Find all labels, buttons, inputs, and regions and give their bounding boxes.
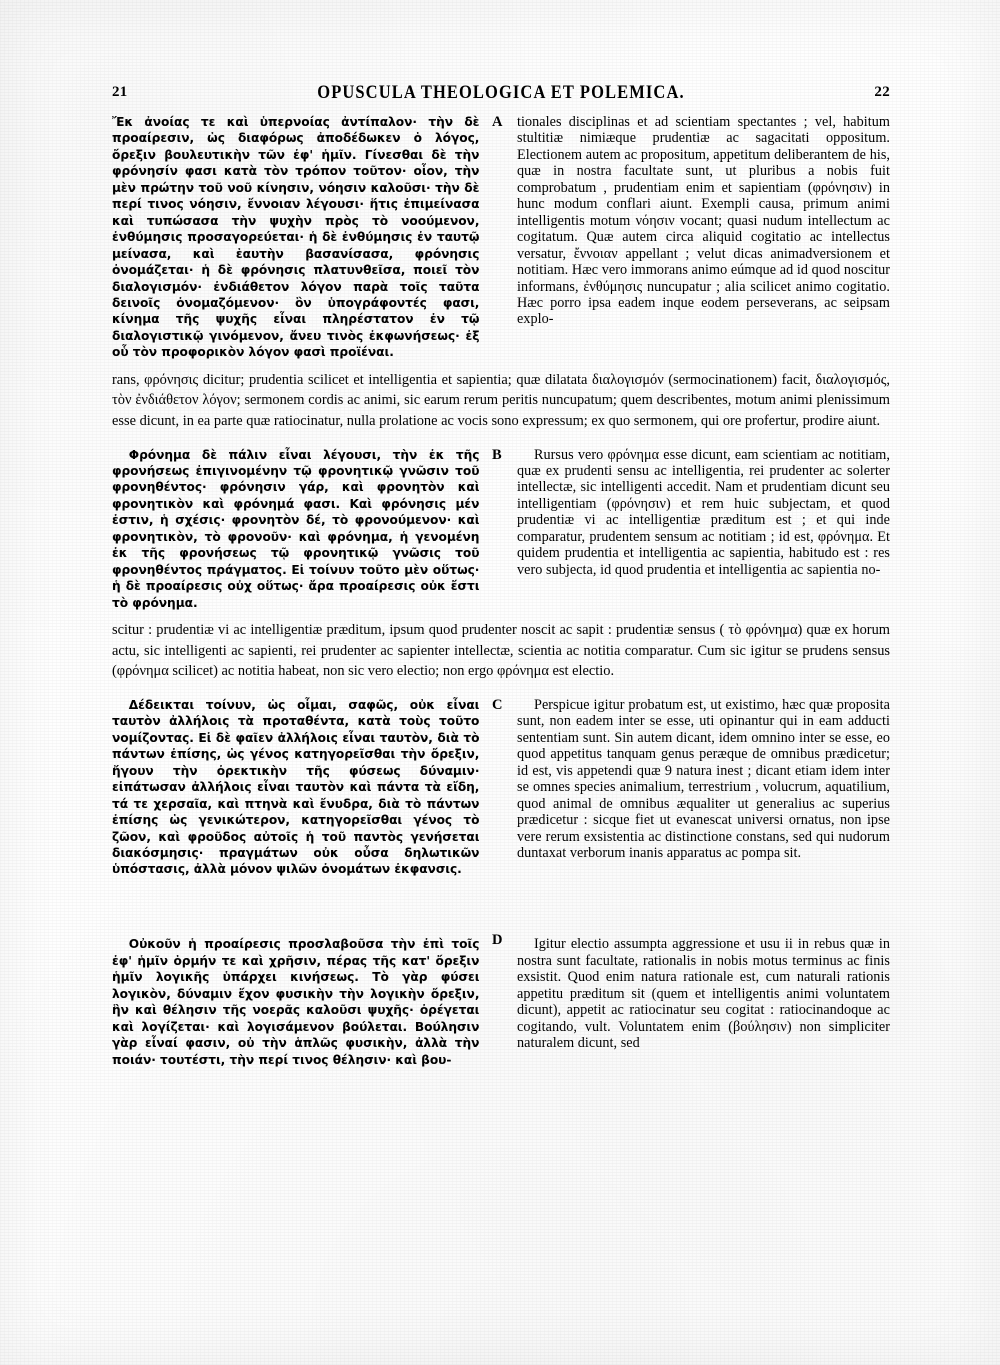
latin-paragraph-3-text: Perspicue igitur probatum est, ut existimo, hæc quæ proposita sunt, non eadem inter se esse, uti opinantur qui in eam adducti sententiam sunt. Sin autem dicant, idem omnino inter se esse, eo quod appetitus tanquam genus peræque de omnibus prædicetur; id est, vis appetendi quæ 9 natura inest ; dicant etiam idem inter se omnes species animalium, terrestrium , volucrum, aquatilium, quod animal de omnibus æqualiter ut generalius ac superius prædicetur : sicque fiet ut evanescat universi ornatus, non ipse vere rerum exsistentia ac distinctione constans, sed qui nudorum duntaxat verborum inanis apparatus ac pompa sit. [517, 696, 890, 861]
spacer [112, 361, 890, 370]
parallel-text-row-4 [112, 936, 890, 1068]
greek-heading-column [112, 899, 485, 916]
parallel-text-row-1 [112, 114, 890, 361]
latin-paragraph-4-text: Igitur electio assumpta aggressione et usu ii in rebus quæ in nostra sunt facultate, rationalis in nobis motus terminus ac finis exsistit. Quod enim natura rationale est, cum naturali rationis appetitu præditum sit (quem et intelligentis animi voluntatem dicunt), appetit ac ratiocinatur seu cogitat : ratiocinandoque ac cogitando, vult. Voluntatem enim (βούλησιν) non simpliciter naturalem dicunt, sed [517, 936, 890, 1052]
greek-paragraph-3-text: Δέδεικται τοίνυν, ὡς οἶμαι, σαφῶς, οὐκ εἶναι ταυτὸν ἀλλήλοις τὰ προταθέντα, κατὰ τοὺς τοῦτο νομίζοντας. Εἰ δὲ φαῖεν ἀλλήλοις εἶναι ταυτὸν, διὰ τὸ πάντων ἐπίσης, ὡς γένος κατηγορεῖσθαι τὴν ὄρεξιν, ἤγουν τὴν ὀρεκτικὴν τῆς φύσεως δύναμιν· εἰπάτωσαν ἀλλήλοις εἶναι ταυτὸν καὶ πάντα τὰ εἴδη, τά τε χερσαῖα, καὶ πτηνὰ καὶ ἔνυδρα, διὰ τὸ πάντων ἐπίσης ὡς γενικώτερον, κατηγορεῖσθαι γένος τὸ ζῶον, καὶ φροῦδος αὐτοῖς ἡ τοῦ παντὸς γενήσεται διακόσμησις· πραγμάτων οὐκ οὖσα δηλωτικῶν ὑπόστασις, ἀλλὰ μόνον ψιλῶν ὀνομάτων ἐκφανσις. [112, 696, 480, 877]
gutter-heading [485, 899, 517, 948]
spacer [112, 878, 890, 899]
latin-column-3 [517, 697, 890, 878]
latin-paragraph-4 [517, 936, 890, 1051]
greek-section-heading [112, 899, 485, 916]
parallel-text-row-2 [112, 447, 890, 612]
greek-column-2 [112, 447, 485, 612]
gutter-3 [485, 697, 517, 878]
margin-letter-c: C [492, 696, 503, 713]
greek-column-1 [112, 114, 485, 361]
running-title: OPUSCULA THEOLOGICA ET POLEMICA. [317, 80, 685, 103]
spacer [112, 682, 890, 697]
greek-column-3 [112, 697, 485, 878]
text-block [112, 82, 890, 1068]
margin-letter-d: D [492, 931, 503, 948]
margin-letter-b: B [492, 446, 502, 463]
latin-column-4 [517, 936, 890, 1068]
latin-paragraph-1: tionales disciplinas et ad scientiam spectantes ; vel, habitum stultitiæ nimiæque prudentiæ ac sagacitati oppositum. Electionem autem ac propositum, appetitum deliberantem de his, quæ in nostra facultate sunt, ut pluribus a nobis fuit comprobatum , prudentiam enim et sapientiam (φρόνησιν) in hunc modum conflari aiunt. Exempli causa, primum animi intelligentis motum νόησιν vocant; quasi nudum intellectum ac cogitatum. Quæ autem circa aliquid cogitatio ac intellectus versatur, ἔννοιαν appellant ; velut dicas animadversionem et notitiam. Hæc vero immorans animo eúmque ad id quod noscitur informans, ἐνθύμησις nuncupatur ; alia scilicet animo cogitatio. Hæc porro ipsa eadem inque eodem perseverans, ac seipsam explo- [517, 114, 890, 328]
gutter-2 [485, 447, 517, 612]
running-head [112, 82, 890, 108]
greek-paragraph-4-text: Οὐκοῦν ἡ προαίρεσις προσλαβοῦσα τὴν ἐπὶ τοῖς ἐφ' ἡμῖν ὁρμήν τε καὶ χρῆσιν, πέρας τῆς κατ' ὄρεξιν ἡμῖν λογικῆς ὑπάρχει κινήσεως. Τὸ γὰρ φύσει λογικὸν, δύναμιν ἔχον φυσικὴν τὴν λογικὴν ὄρεξιν, ἣν καὶ θέλησιν τῆς νοερᾶς καλοῦσι ψυχῆς· ὀρέγεται καὶ λογίζεται· καὶ λογισάμενον βούλεται. Βούλησιν γὰρ εἶναί φασιν, οὐ τὴν ἁπλῶς φυσικὴν, ἀλλὰ τὴν ποιάν· τουτέστι, τὴν περί τινος θέλησιν· καὶ βου- [112, 936, 480, 1067]
greek-paragraph-4 [112, 936, 479, 1068]
latin-column-2 [517, 447, 890, 612]
parallel-text-row-3 [112, 697, 890, 878]
spacer [112, 611, 890, 620]
latin-paragraph-2-text: Rursus vero φρόνημα esse dicunt, eam scientiam ac notitiam, quæ ex prudenti sensu ac intelligentia, rei prudenter ac solerter intellectæ, sic intelligenti accedit. Nam et prudentiam dicunt seu intelligentiam (φρόνησιν) et rem huic subjectam, et quod prudentiæ vi ac intelligentiæ præditum est ; et qui inde comparatur, prudentem sensum ac notitiam ; id est, φρόνημα. Et quidem prudentia et intelligentia ac sapientia, habitudo est : res vero subjecta, id quod prudentia et intelligentia ac sapientia no- [517, 446, 890, 578]
commentary-paragraph-2: scitur : prudentiæ vi ac intelligentiæ præditum, ipsum quod prudenter noscit ac sapit : prudentiæ sensus ( τὸ φρόνημα) quæ ex horum actu, sic intelligenti ac sapienti, rei prudenter ac sapienter intellectæ, scientia ac notitia comparatur. Cum sic igitur se prudens sensus (φρόνημα scilicet) ac notitia habeat, non sic vero electio; non ergo φρόνημα est electio. [112, 622, 890, 680]
folio-number-right: 22 [874, 84, 890, 100]
greek-paragraph-3 [112, 697, 479, 878]
folio-number-left: 21 [112, 84, 128, 100]
section-heading-row [112, 899, 890, 948]
spacer [112, 432, 890, 447]
margin-letter-a: A [492, 114, 503, 130]
greek-paragraph-2 [112, 447, 479, 612]
latin-column-1 [517, 114, 890, 361]
greek-column-4 [112, 936, 485, 1068]
gutter-4 [485, 936, 517, 1068]
latin-paragraph-2 [517, 447, 890, 579]
latin-paragraph-3 [517, 697, 890, 862]
greek-paragraph-2-text: Φρόνημα δὲ πάλιν εἶναι λέγουσι, τὴν ἐκ τῆς φρονήσεως ἐπιγινομένην τῷ φρονητικῷ γνῶσιν τοῦ φρονηθέντος· φρόνησιν γάρ, καὶ φρονητὸν καὶ φρονητικὸν καὶ φρόνημά φασι. Καὶ φρόνησις μέν ἐστιν, ἡ σχέσις· φρονητὸν δέ, τὸ φρονούμενον· καὶ φρονητικὸν, τὸ φρονοῦν· καὶ φρόνημα, ἡ γενομένη ἐκ τῆς φρονήσεως τῷ φρονητικῷ γνῶσις τοῦ φρονηθέντος πράγματος. Εἰ τοίνυν τοῦτο μὲν οὕτως· ἡ δὲ προαίρεσις οὐχ οὕτως· ἄρα προαίρεσις οὐκ ἔστι τὸ φρόνημα. [112, 446, 480, 610]
greek-paragraph-1: Ἔκ ἀνοίας τε καὶ ὑπερνοίας ἀντίπαλον· τὴν δὲ προαίρεσιν, ὡς διαφόρως ἀποδέδωκεν ὁ λόγος, ὄρεξιν βουλευτικὴν τῶν ἐφ' ἡμῖν. Γίνεσθαι δὲ τὴν φρόνησίν φασι κατὰ τὸν τρόπον τοῦτον· οἷον, τὴν μὲν πρώτην τοῦ νοῦ κίνησιν, νόησιν καλοῦσι· τὴν δὲ περί τινος νόησιν, ἔννοιαν λέγουσι· ἥτις ἐπιμείνασα καὶ τυπώσασα τὴν ψυχὴν πρὸς τὸ νοούμενον, ἐνθύμησις προσαγορεύεται· ἡ δὲ ἐνθύμησις ἐν ταυτῷ μείνασα, καὶ ἑαυτὴν βασανίσασα, φρόνησις ὀνομάζεται· ἡ δὲ φρόνησις πλατυνθεῖσα, ποιεῖ τὸν διαλογισμόν· ἐνδιάθετον λόγον παρὰ τοῖς ταῦτα δεινοῖς ὀνομαζόμενον· ὃν ὑπογράφοντές φασι, κίνημα τῆς ψυχῆς εἶναι πληρέστατον ἐν τῷ διαλογιστικῷ γινόμενον, ἄνευ τινὸς ἐκφωνήσεως· ἐξ οὗ τὸν προφορικὸν λόγον φασὶ προϊέναι. [112, 114, 480, 360]
latin-heading-column [517, 899, 890, 916]
gutter-1 [485, 114, 517, 361]
commentary-paragraph-1: rans, φρόνησις dicitur; prudentia scilicet et intelligentia et sapientia; quæ dilatata διαλογισμόν (sermocinationem) facit, διαλογισμός, τὸν ἐνδιάθετον λόγον; sermonem cordis ac animi, sic earum rerum peritis nuncupatum; quem describentes, motum animi plenissimum esse dicunt, in ea parte quæ ratiocinatur, nulla prolatione ac vocis sono expressum; ex quo sermonem, qui ore profertur, prodire aiunt. [112, 371, 890, 429]
